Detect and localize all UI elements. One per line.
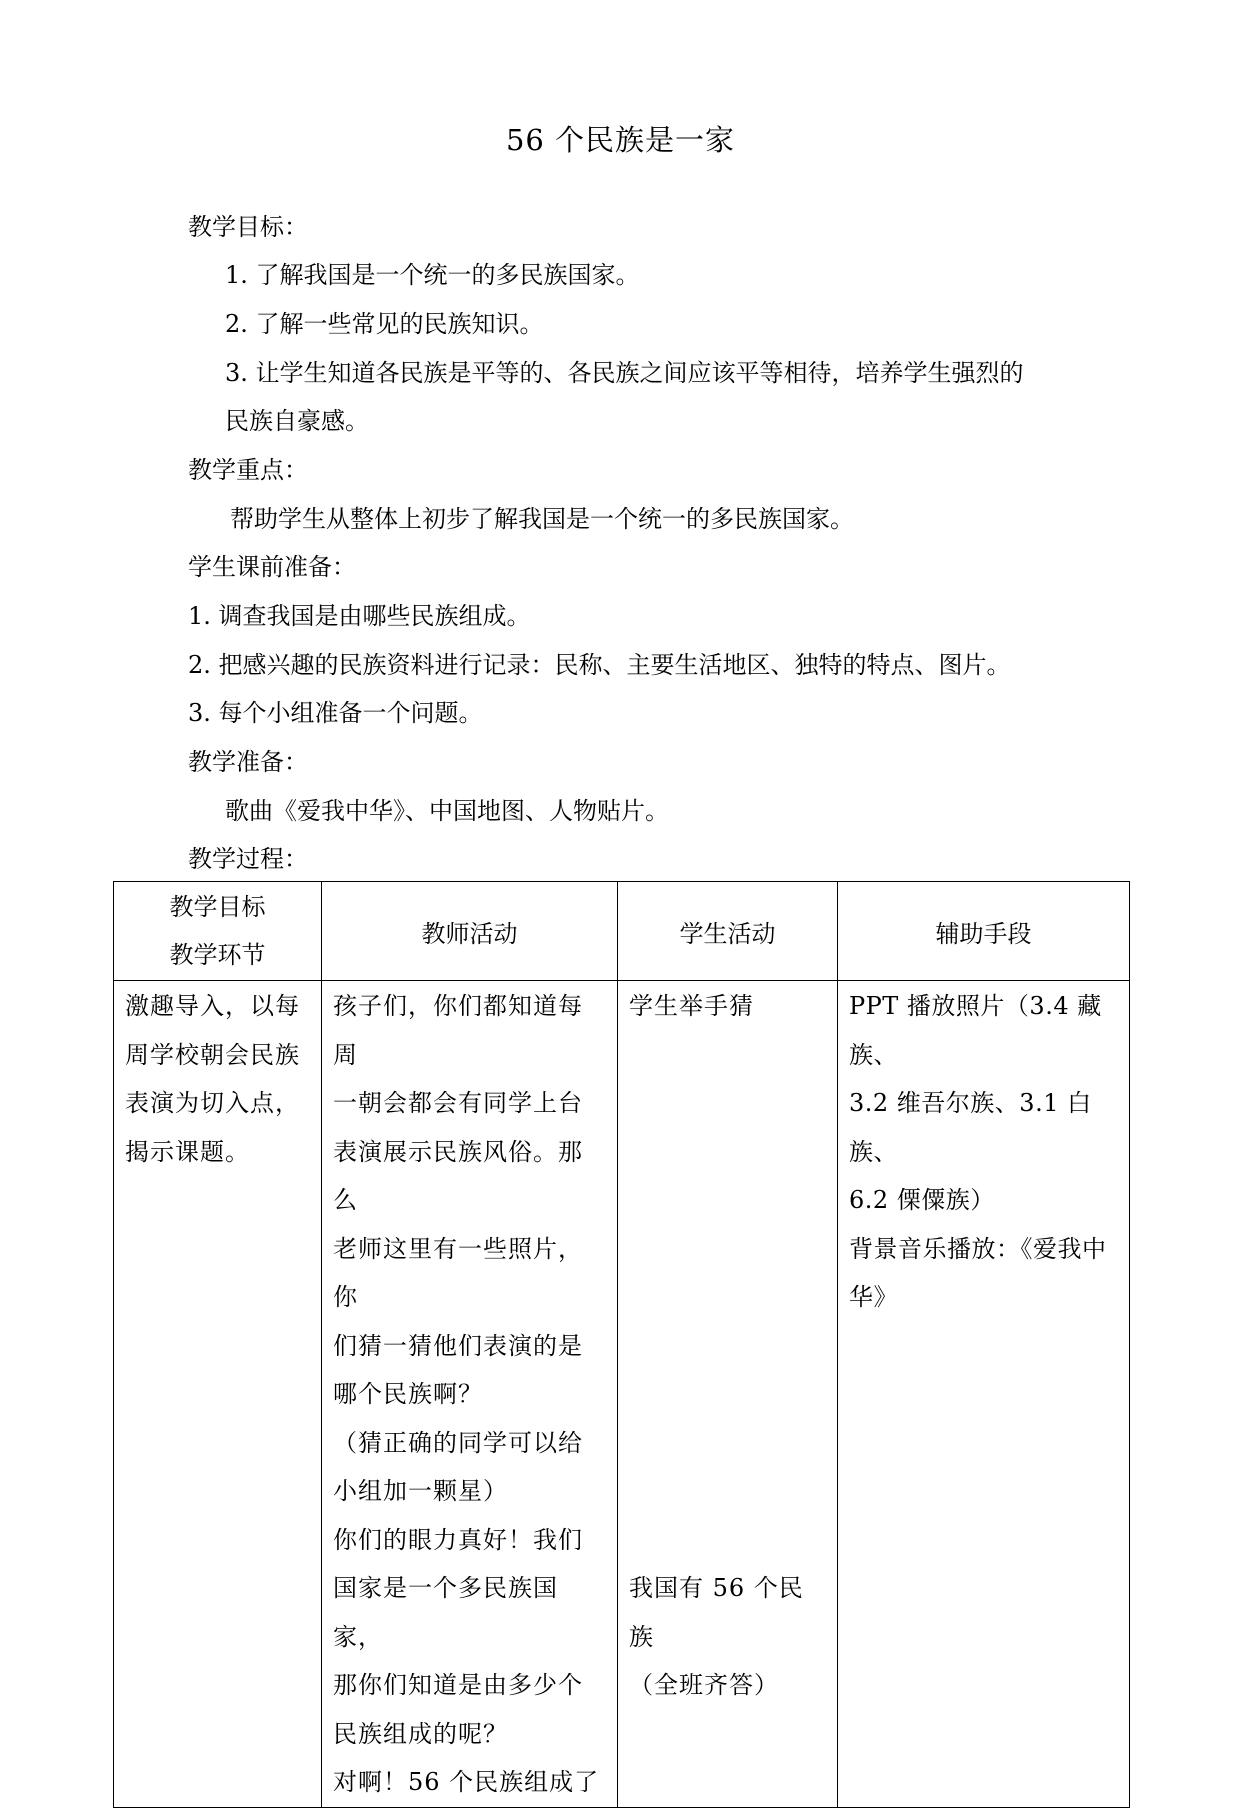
objectives-heading: 教学目标： (188, 213, 308, 241)
objective-item: 1. 了解我国是一个统一的多民族国家。 (225, 261, 640, 289)
process-heading: 教学过程： (188, 845, 308, 873)
teaching-prep-text: 歌曲《爱我中华》、中国地图、人物贴片。 (225, 797, 669, 825)
process-table (113, 881, 1130, 1808)
student-prep-item: 2. 把感兴趣的民族资料进行记录：民称、主要生活地区、独特的特点、图片。 (188, 651, 1011, 679)
header-stage-label: 教学环节 (169, 941, 266, 969)
cell-goal (114, 981, 322, 1808)
key-points-text: 帮助学生从整体上初步了解我国是一个统一的多民族国家。 (230, 505, 854, 533)
student-prep-heading: 学生课前准备： (188, 553, 356, 581)
header-student-activity: 学生活动 (618, 882, 838, 981)
cell-aids-text: PPT 播放照片（3.4 藏族、 3.2 维吾尔族、3.1 白族、 6.2 傈僳族） 背景音乐播放：《爱我中 华》 (849, 992, 1107, 1311)
cell-teacher-activity (322, 981, 618, 1808)
cell-teaching-aids (838, 981, 1130, 1808)
header-teaching-aids: 辅助手段 (838, 882, 1130, 981)
student-prep-item: 1. 调查我国是由哪些民族组成。 (188, 602, 531, 630)
table-header-row (114, 882, 1130, 981)
header-goal-stage (114, 882, 322, 981)
cell-goal-text: 激趣导入，以每 周学校朝会民族 表演为切入点， 揭示课题。 (125, 992, 300, 1166)
student-prep-item: 3. 每个小组准备一个问题。 (188, 699, 483, 727)
header-teacher-activity: 教师活动 (322, 882, 618, 981)
key-points-heading: 教学重点： (188, 456, 308, 484)
table-row (114, 981, 1130, 1808)
header-goal-label: 教学目标 (169, 893, 266, 921)
objective-item: 2. 了解一些常见的民族知识。 (225, 310, 544, 338)
objective-item: 民族自豪感。 (225, 407, 369, 435)
page-title: 56 个民族是一家 (505, 123, 736, 157)
cell-student-text: 学生举手猜 我国有 56 个民族 （全班齐答） (629, 992, 804, 1699)
cell-teacher-text: 孩子们，你们都知道每周 一朝会都会有同学上台 表演展示民族风俗。那么 老师这里有一些照片，你 们猜一猜他们表演的是 哪个民族啊？ （猜正确的同学可以给 小组加一颗星） 你们的眼力真好！我们 国家是一个多民族国家， 那你们知道是由多少个 民族组成的呢？ 对啊！56 个民族组成了 (333, 992, 600, 1796)
cell-student-activity (618, 981, 838, 1808)
objective-item: 3. 让学生知道各民族是平等的、各民族之间应该平等相待，培养学生强烈的 (225, 359, 1024, 387)
teaching-prep-heading: 教学准备： (188, 748, 308, 776)
